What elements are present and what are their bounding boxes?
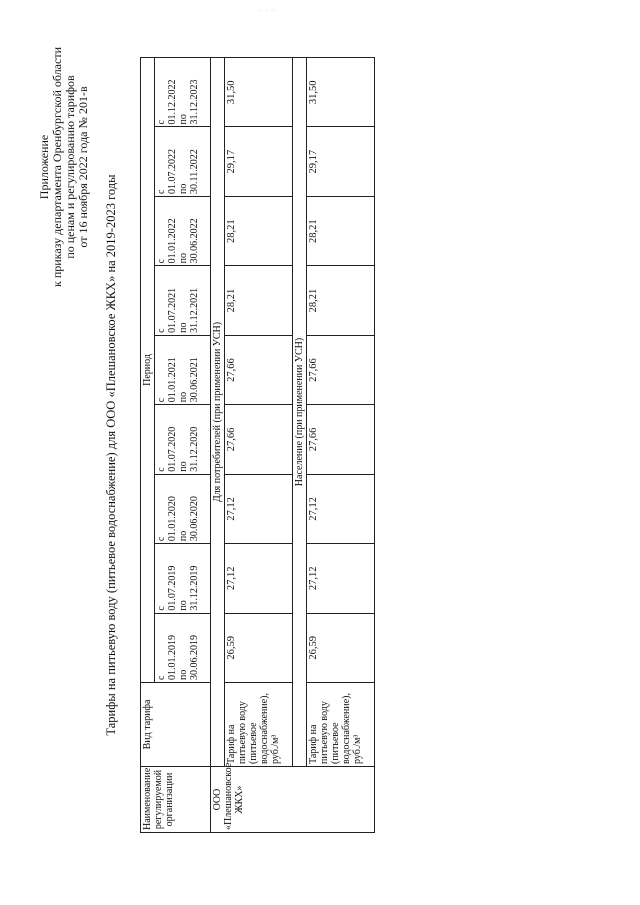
header-row-1 bbox=[141, 58, 155, 833]
document-title: Тарифы на питьевую воду (питьевое водоснабжение) для ООО «Плешановское ЖКХ» на 2019-2023 годы bbox=[104, 174, 118, 736]
period-cell: с 01.07.2022 по 30.11.2022 bbox=[155, 127, 211, 196]
tariff-value: 29,17 bbox=[225, 127, 293, 196]
tariff-row bbox=[307, 58, 375, 833]
section-row bbox=[293, 58, 307, 833]
appendix-line: Приложение bbox=[37, 134, 51, 200]
tariff-value: 27,66 bbox=[307, 405, 375, 474]
tariff-value: 27,12 bbox=[307, 544, 375, 613]
period-cell: с 01.01.2020 по 30.06.2020 bbox=[155, 474, 211, 543]
appendix-line: к приказу департамента Оренбургской области bbox=[50, 47, 64, 287]
tariff-value: 27,12 bbox=[307, 474, 375, 543]
tariff-value: 31,50 bbox=[225, 58, 293, 128]
appendix-line: от 16 ноября 2022 года № 201-в bbox=[76, 86, 90, 248]
period-cell: с 01.07.2019 по 31.12.2019 bbox=[155, 544, 211, 613]
tariff-value: 27,12 bbox=[225, 544, 293, 613]
scan-artifact: · · · bbox=[258, 8, 277, 14]
tariff-value: 28,21 bbox=[225, 196, 293, 265]
tariff-value: 27,66 bbox=[307, 335, 375, 404]
tariff-row bbox=[225, 58, 293, 833]
tariff-table bbox=[140, 57, 375, 833]
tariff-name: Тариф на питьевую воду (питьевое водоснабжение), руб./м³ bbox=[225, 683, 293, 767]
tariff-value: 26,59 bbox=[307, 613, 375, 682]
tariff-value: 28,21 bbox=[307, 266, 375, 335]
tariff-type-header: Вид тарифа bbox=[141, 683, 211, 767]
tariff-value: 27,66 bbox=[225, 335, 293, 404]
section-row bbox=[211, 58, 225, 833]
period-cell: с 01.07.2020 по 31.12.2020 bbox=[155, 405, 211, 474]
tariff-value: 26,59 bbox=[225, 613, 293, 682]
tariff-name: Тариф на питьевую воду (питьевое водоснабжение), руб./м³ bbox=[307, 683, 375, 767]
organization-name: ООО «Плешановское ЖКХ» bbox=[211, 767, 375, 833]
org-header: Наименование регулируемой организации bbox=[141, 767, 211, 833]
period-cell: с 01.12.2022 по 31.12.2023 bbox=[155, 58, 211, 128]
tariff-value: 27,66 bbox=[225, 405, 293, 474]
tariff-value: 31,50 bbox=[307, 58, 375, 128]
period-cell: с 01.01.2019 по 30.06.2019 bbox=[155, 613, 211, 682]
section-label: Население (при применении УСН) bbox=[293, 58, 307, 767]
tariff-value: 27,12 bbox=[225, 474, 293, 543]
tariff-value: 29,17 bbox=[307, 127, 375, 196]
appendix-line: по ценам и регулированию тарифов bbox=[63, 75, 77, 259]
period-header: Период bbox=[141, 58, 155, 683]
period-cell: с 01.01.2022 по 30.06.2022 bbox=[155, 196, 211, 265]
tariff-value: 28,21 bbox=[225, 266, 293, 335]
appendix-block bbox=[38, 17, 90, 317]
section-label: Для потребителей (при применении УСН) bbox=[211, 58, 225, 767]
period-cell: с 01.07.2021 по 31.12.2021 bbox=[155, 266, 211, 335]
tariff-value: 28,21 bbox=[307, 196, 375, 265]
period-cell: с 01.01.2021 по 30.06.2021 bbox=[155, 335, 211, 404]
